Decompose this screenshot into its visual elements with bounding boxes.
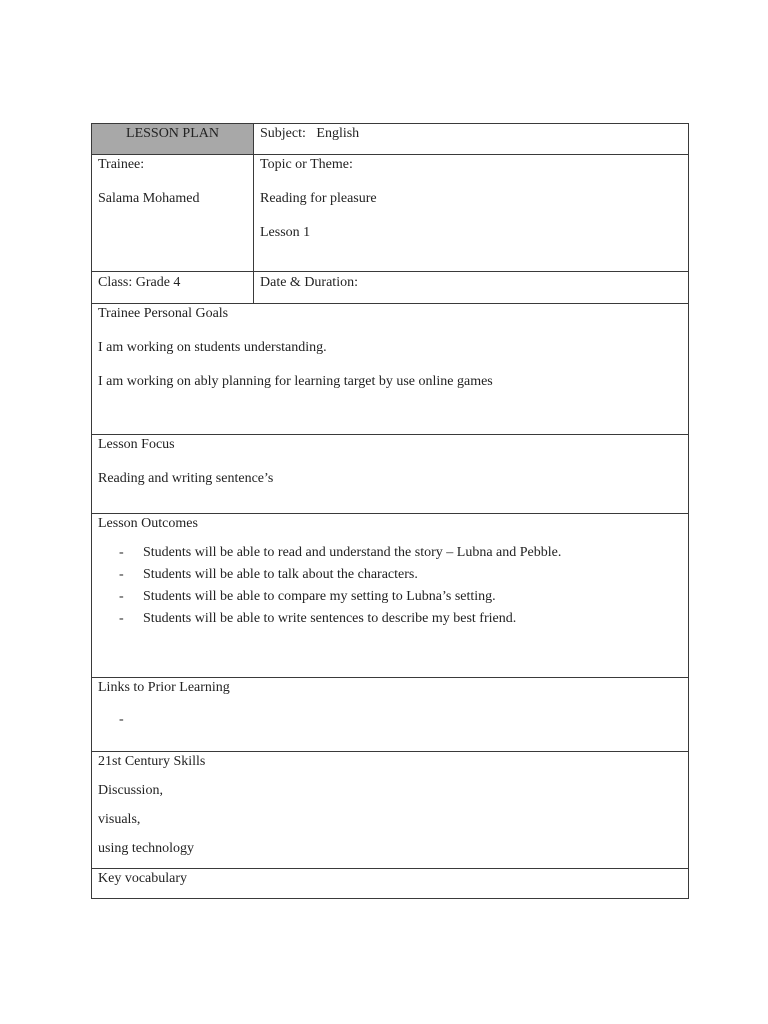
prior-learning-cell	[92, 678, 689, 752]
lesson-plan-header-cell	[92, 124, 254, 155]
key-vocabulary-heading: Key vocabulary	[98, 871, 188, 886]
trainee-row	[92, 155, 689, 272]
prior-learning-row	[92, 678, 689, 752]
header-row	[92, 124, 689, 155]
bullet-dash: -	[119, 589, 124, 604]
subject-value: English	[316, 126, 360, 141]
lesson-focus-cell	[92, 435, 689, 514]
subject-label: Subject:	[260, 126, 306, 141]
lesson-outcomes-list	[98, 542, 682, 630]
class-cell	[92, 272, 254, 304]
bullet-dash: -	[119, 611, 124, 626]
prior-learning-bullet: -	[119, 712, 124, 727]
skill-item: using technology	[98, 841, 195, 856]
lesson-outcomes-heading: Lesson Outcomes	[98, 516, 198, 531]
class-row	[92, 272, 689, 304]
trainee-name: Salama Mohamed	[98, 191, 200, 206]
list-item	[98, 608, 682, 630]
topic-label: Topic or Theme:	[260, 157, 353, 172]
bullet-dash: -	[119, 567, 124, 582]
personal-goals-cell	[92, 304, 689, 435]
class-value: Grade 4	[135, 275, 181, 290]
skill-item: Discussion,	[98, 783, 163, 798]
trainee-cell	[92, 155, 254, 272]
topic-lesson: Lesson 1	[260, 225, 311, 240]
topic-cell	[254, 155, 689, 272]
list-item	[98, 564, 682, 586]
topic-theme: Reading for pleasure	[260, 191, 377, 206]
lesson-focus-heading: Lesson Focus	[98, 437, 175, 452]
skill-item: visuals,	[98, 812, 141, 827]
subject-cell	[254, 124, 689, 155]
lesson-focus-text: Reading and writing sentence’s	[98, 471, 274, 486]
outcome-text: Students will be able to read and understand the story – Lubna and Pebble.	[143, 545, 562, 560]
outcome-text: Students will be able to talk about the characters.	[143, 567, 418, 582]
outcome-text: Students will be able to compare my setting to Lubna’s setting.	[143, 589, 496, 604]
list-item	[98, 586, 682, 608]
century-skills-cell	[92, 752, 689, 869]
outcome-text: Students will be able to write sentences to describe my best friend.	[143, 611, 517, 626]
prior-learning-heading: Links to Prior Learning	[98, 680, 230, 695]
lesson-outcomes-row	[92, 514, 689, 678]
lesson-plan-table	[91, 123, 689, 899]
lesson-focus-row	[92, 435, 689, 514]
bullet-dash: -	[119, 545, 124, 560]
personal-goals-heading: Trainee Personal Goals	[98, 306, 229, 321]
class-label: Class:	[98, 275, 133, 290]
century-skills-heading: 21st Century Skills	[98, 754, 206, 769]
trainee-label: Trainee:	[98, 157, 145, 172]
key-vocabulary-cell	[92, 869, 689, 899]
century-skills-row	[92, 752, 689, 869]
key-vocabulary-row	[92, 869, 689, 899]
personal-goal-item: I am working on ably planning for learning target by use online games	[98, 374, 493, 389]
personal-goals-row	[92, 304, 689, 435]
date-duration-label: Date & Duration:	[260, 275, 358, 290]
lesson-outcomes-cell	[92, 514, 689, 678]
personal-goal-item: I am working on students understanding.	[98, 340, 327, 355]
date-duration-cell	[254, 272, 689, 304]
list-item	[98, 542, 682, 564]
lesson-plan-title: LESSON PLAN	[126, 126, 219, 141]
